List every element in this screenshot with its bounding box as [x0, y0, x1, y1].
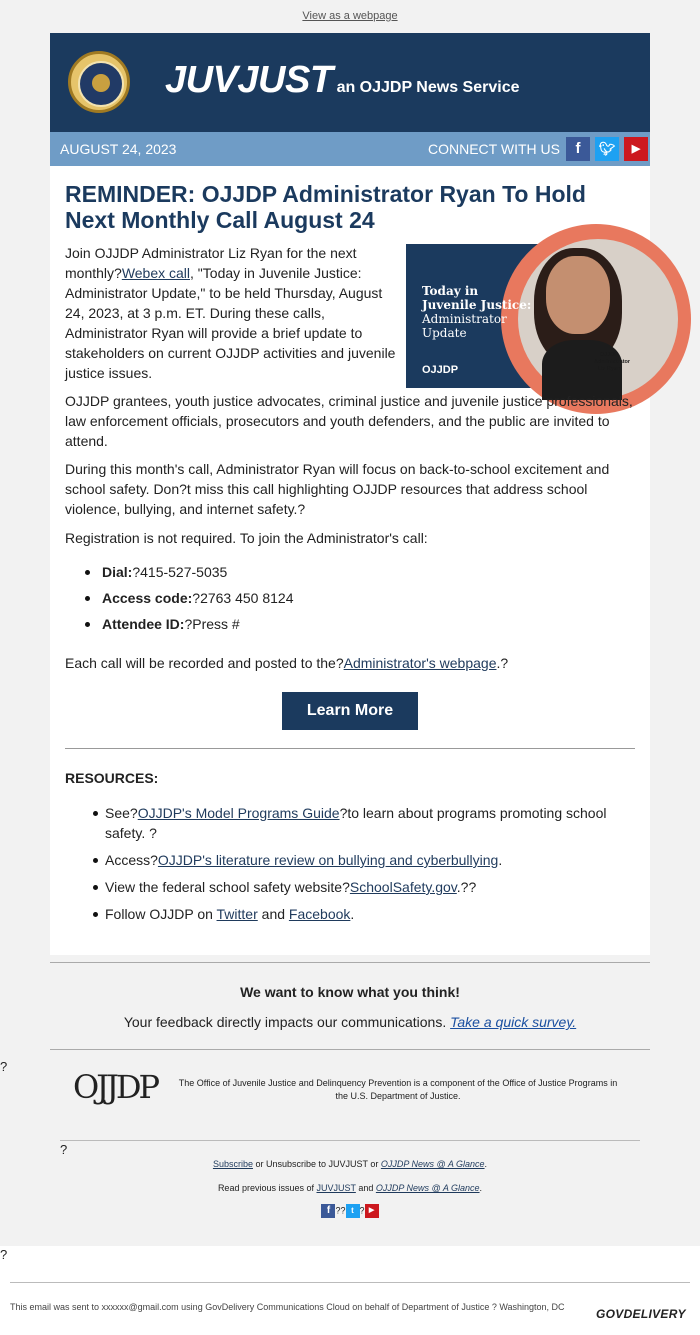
facebook-icon[interactable]: f [566, 137, 590, 161]
feedback-heading: We want to know what you think! [240, 984, 460, 1000]
promo-badge: OJJDP Administrator Liz Ryan [594, 352, 631, 372]
brand-name: JUVJUST [165, 59, 333, 101]
stray-char: ? [0, 1247, 8, 1262]
ojjdp-logo: OJJDP [73, 1068, 158, 1106]
news-glance-archive-link[interactable]: OJJDP News @ A Glance [375, 1183, 480, 1193]
list-item: Attendee ID:?Press # [102, 614, 294, 634]
divider [65, 748, 635, 749]
date-bar [50, 132, 650, 166]
divider [50, 1049, 650, 1050]
email-header [50, 33, 650, 132]
focus-paragraph: During this month's call, Administrator Ryan will focus on back-to-school excitement and school safety. Don?t miss this call highlighting OJJDP resources that address school violence, bullying, and internet safety.? [65, 461, 610, 517]
feedback-text: Your feedback directly impacts our communications. Take a quick survey. [123, 1014, 577, 1030]
doj-seal-icon [68, 51, 130, 113]
twitter-icon[interactable]: t [346, 1204, 360, 1218]
govdelivery-logo: GOVDELIVERY [596, 1307, 686, 1321]
footer-band [0, 1246, 700, 1335]
youtube-icon[interactable]: ▶ [624, 137, 648, 161]
promo-image [406, 244, 631, 388]
model-programs-guide-link[interactable]: OJJDP's Model Programs Guide [137, 805, 340, 821]
article-body [50, 166, 650, 955]
literature-review-link[interactable]: OJJDP's literature review on bullying and cyberbullying [157, 852, 499, 868]
ojjdp-description: The Office of Juvenile Justice and Delinquency Prevention is a component of the Office of Justice Programs in the U.S. Department of Justice. [178, 1078, 618, 1101]
twitter-link[interactable]: Twitter [216, 906, 258, 922]
facebook-link[interactable]: Facebook [288, 906, 351, 922]
call-details-list [102, 562, 294, 640]
divider [50, 962, 650, 963]
stray-char: ? [0, 1059, 8, 1074]
intro-paragraph: Join OJJDP Administrator Liz Ryan for the next monthly?Webex call, "Today in Juvenile Justice: Administrator Update," to be held Thursday, August 24, 2023, at 3 p.m. ET. During these calls, Administrator Ryan will provide a brief update to stakeholders on current OJJDP activities and juvenile justice issues. [65, 245, 396, 381]
stray-char: ? [60, 1142, 68, 1157]
administrator-webpage-link[interactable]: Administrator's webpage [343, 655, 497, 671]
divider [60, 1140, 640, 1141]
news-at-a-glance-link[interactable]: OJJDP News @ A Glance [380, 1159, 485, 1169]
connect-label: CONNECT WITH US [428, 141, 560, 157]
webex-call-link[interactable]: Webex call [121, 265, 191, 281]
promo-ojjdp-logo: OJJDP [422, 364, 459, 376]
list-item: Access?OJJDP's literature review on bullying and cyberbullying. [105, 850, 625, 870]
survey-link[interactable]: Take a quick survey. [450, 1014, 577, 1030]
issue-date: AUGUST 24, 2023 [60, 141, 177, 157]
footer-social-icons: f ?? t ? ▶ [0, 1204, 700, 1218]
resources-heading: RESOURCES: [65, 770, 159, 786]
subscribe-line: Subscribe or Unsubscribe to JUVJUST or OJJDP News @ A Glance. [212, 1159, 488, 1169]
promo-text: Today in Juvenile Justice: Administrator Update [422, 284, 532, 340]
resources-list [105, 803, 625, 931]
list-item: View the federal school safety website?SchoolSafety.gov.?? [105, 877, 625, 897]
brand-tagline: an OJJDP News Service [336, 79, 520, 96]
recording-paragraph: Each call will be recorded and posted to the?Administrator's webpage.? [65, 655, 509, 671]
juvjust-archive-link[interactable]: JUVJUST [316, 1183, 356, 1193]
divider [10, 1282, 690, 1283]
list-item: See?OJJDP's Model Programs Guide?to learn about programs promoting school safety. ? [105, 803, 625, 843]
schoolsafety-link[interactable]: SchoolSafety.gov [349, 879, 457, 895]
brand-title [165, 59, 519, 102]
previous-issues-line: Read previous issues of JUVJUST and OJJDP News @ A Glance. [217, 1183, 483, 1193]
article-title: REMINDER: OJJDP Administrator Ryan To Hold Next Monthly Call August 24 [65, 181, 586, 233]
invite-paragraph: OJJDP grantees, youth justice advocates, criminal justice and juvenile justice professionals, law enforcement officials, prosecutors and youth defenders, and the public are invited to attend. [65, 393, 633, 449]
youtube-icon[interactable]: ▶ [365, 1204, 379, 1218]
subscribe-link[interactable]: Subscribe [212, 1159, 253, 1169]
list-item: Dial:?415-527-5035 [102, 562, 294, 582]
view-as-webpage-link[interactable]: View as a webpage [302, 10, 398, 22]
facebook-icon[interactable]: f [321, 1204, 335, 1218]
list-item: Access code:?2763 450 8124 [102, 588, 294, 608]
learn-more-button[interactable]: Learn More [282, 692, 418, 730]
registration-paragraph: Registration is not required. To join the Administrator's call: [65, 530, 428, 546]
twitter-icon[interactable]: 🐦︎ [595, 137, 619, 161]
list-item: Follow OJJDP on Twitter and Facebook. [105, 904, 625, 924]
email-notice: This email was sent to xxxxxx@gmail.com using GovDelivery Communications Cloud on behalf of Department of Justice ? Washington, DC [10, 1302, 565, 1312]
